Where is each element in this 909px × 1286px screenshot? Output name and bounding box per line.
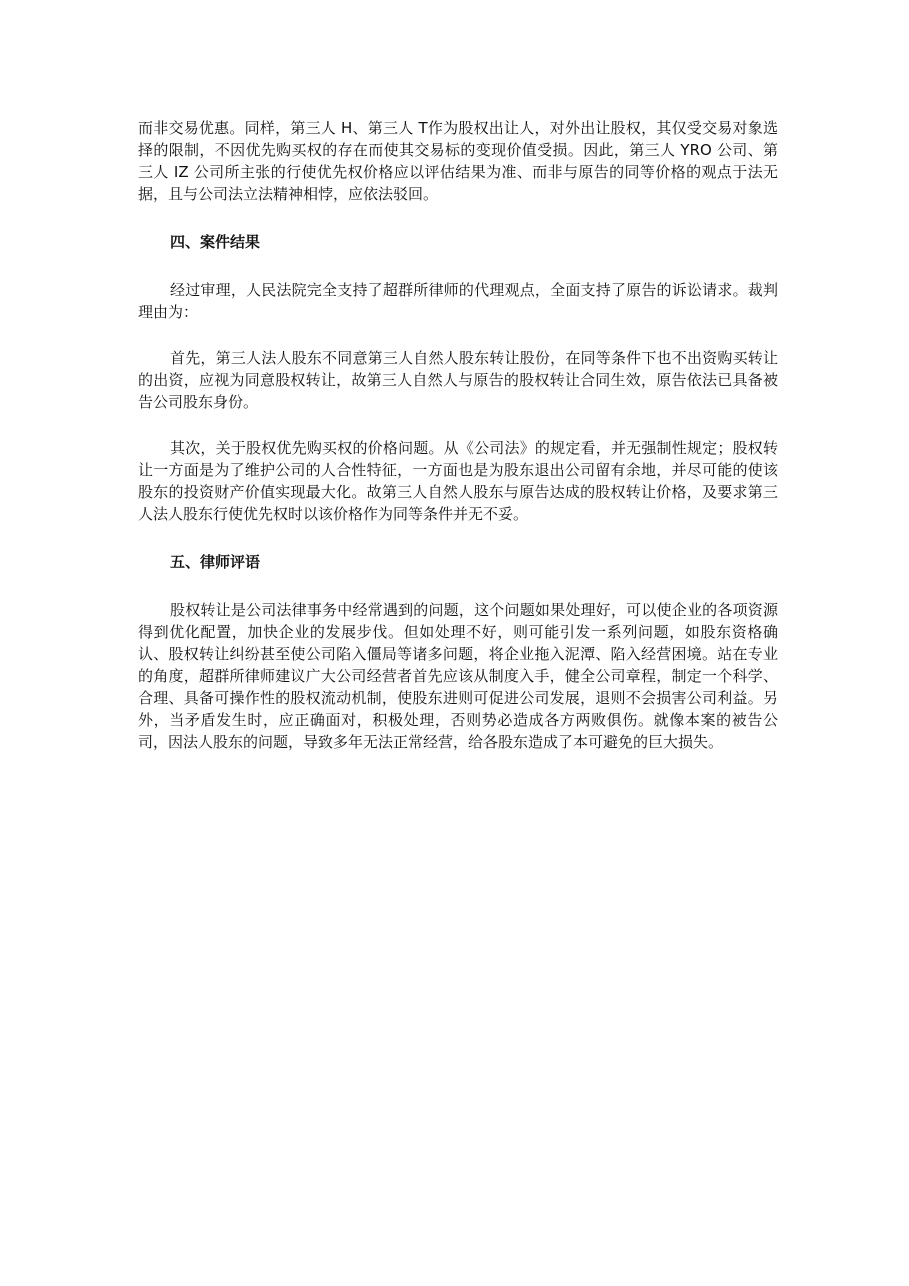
spacer [138,323,778,347]
paragraph-result-intro: 经过审理，人民法院完全支持了超群所律师的代理观点，全面支持了原告的诉讼请求。裁判理由为： [138,281,778,321]
paragraph-reason-second: 其次，关于股权优先购买权的价格问题。从《公司法》的规定看，并无强制性规定；股权转让一方面是为了维护公司的人合性特征，一方面也是为股东退出公司留有余地，并尽可能的使该股东的投资财产价值实现最大化。故第三人自然人股东与原告达成的股权转让价格，及要求第三人法人股东行使优先权时以该价格作为同等条件并无不妥。 [138,439,778,523]
section-heading-results: 四、案件结果 [170,233,261,251]
spacer [138,573,778,599]
spacer [138,205,778,231]
spacer [138,413,778,437]
section-heading-lawyer-comment: 五、律师评语 [170,553,261,571]
paragraph-continuation: 而非交易优惠。同样，第三人 H、第三人 T作为股权出让人，对外出让股权，其仅受交易对象选择的限制，不因优先购买权的存在而使其交易标的变现价值受损。因此，第三人 YRO 公司、第三人 IZ 公司所主张的行使优先权价格应以评估结果为准、而非与原告的同等价格的观点于法无据，且与公司法立法精神相悖，应依法驳回。 [138,119,778,203]
spacer [138,525,778,551]
paragraph-reason-first: 首先，第三人法人股东不同意第三人自然人股东转让股份，在同等条件下也不出资购买转让的出资，应视为同意股权转让，故第三人自然人与原告的股权转让合同生效，原告依法已具备被告公司股东身份。 [138,349,778,411]
spacer [138,253,778,279]
paragraph-lawyer-comment: 股权转让是公司法律事务中经常遇到的问题，这个问题如果处理好，可以使企业的各项资源得到优化配置，加快企业的发展步伐。但如处理不好，则可能引发一系列问题，如股东资格确认、股权转让纠纷甚至使公司陷入僵局等诸多问题，将企业拖入泥潭、陷入经营困境。站在专业的角度，超群所律师建议广大公司经营者首先应该从制度入手，健全公司章程，制定一个科学、合理、具备可操作性的股权流动机制，使股东进则可促进公司发展，退则不会损害公司利益。另外，当矛盾发生时，应正确面对，积极处理，否则势必造成各方两败俱伤。就像本案的被告公司，因法人股东的问题，导致多年无法正常经营，给各股东造成了本可避免的巨大损失。 [138,601,778,751]
document-page [138,117,778,753]
